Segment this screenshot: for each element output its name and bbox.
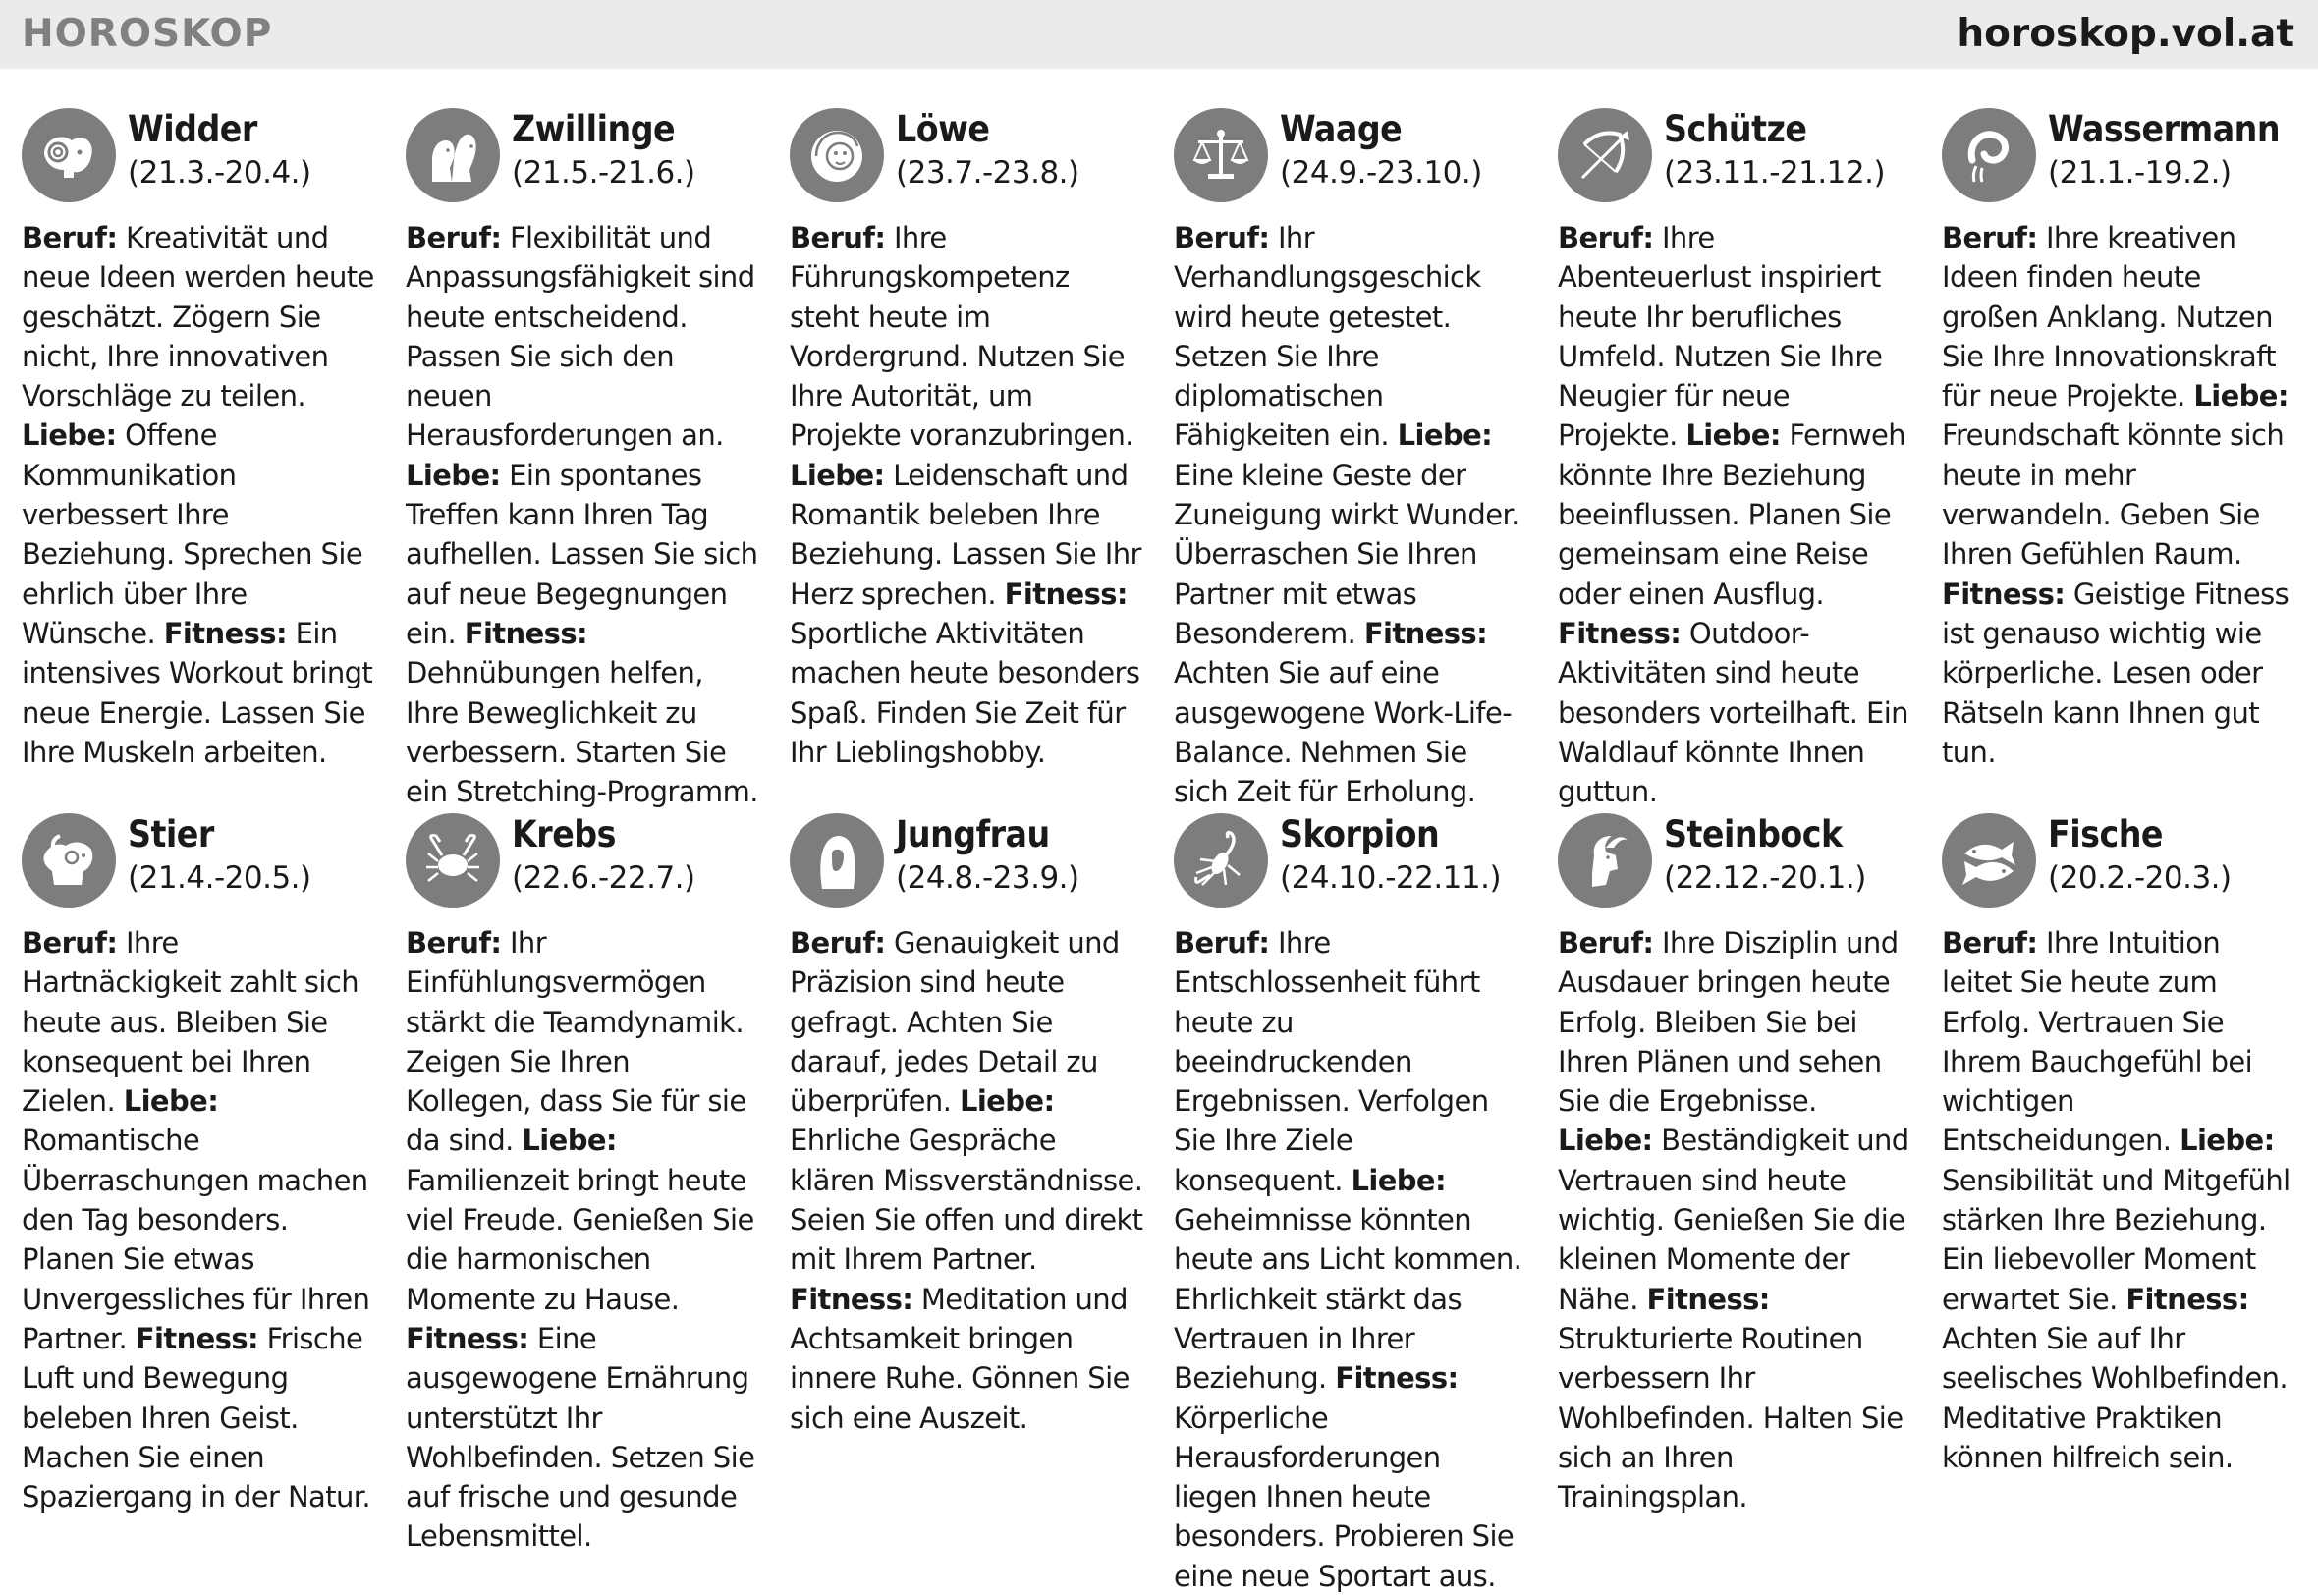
liebe-text: Ein spontanes Treffen kann Ihren Tag aufhellen. Lassen Sie sich auf neue Begegnungen ein. — [406, 458, 758, 650]
label-fitness: Fitness: — [2125, 1282, 2249, 1316]
sign-text — [1942, 923, 2295, 1477]
sign-dates: (24.9.-23.10.) — [1280, 155, 1482, 191]
bow-arrow-icon — [1558, 108, 1652, 202]
beruf-text: Flexibilität und Anpassungsfähigkeit sind heute entscheidend. Passen Sie sich den neuen Herausforderungen an. — [406, 221, 755, 453]
fitness-text: Outdoor-Aktivitäten sind heute besonders vorteilhaft. Ein Waldlauf könnte Ihnen guttun. — [1558, 616, 1908, 809]
sign-name: Steinbock — [1664, 813, 1843, 855]
beruf-text: Ihre Intuition leitet Sie heute zum Erfolg. Vertrauen Sie Ihrem Bauchgefühl bei wichtigen Entscheidungen. — [1942, 926, 2253, 1158]
label-beruf: Beruf: — [1174, 926, 1270, 960]
fitness-text: Meditation und Achtsamkeit bringen innere Ruhe. Gönnen Sie sich eine Auszeit. — [790, 1282, 1130, 1435]
label-beruf: Beruf: — [406, 926, 502, 960]
sign-zwillinge — [406, 102, 759, 807]
sign-loewe — [790, 102, 1143, 807]
sign-stier — [22, 807, 375, 1514]
sign-dates: (21.1.-19.2.) — [2048, 155, 2232, 191]
label-liebe: Liebe: — [406, 458, 501, 492]
sign-text — [1174, 923, 1527, 1596]
bull-icon — [22, 813, 116, 908]
fitness-text: Achten Sie auf Ihr seelisches Wohlbefinden. Meditative Praktiken können hilfreich sein. — [1942, 1321, 2289, 1474]
water-bearer-icon — [1942, 108, 2036, 202]
sign-dates: (21.5.-21.6.) — [512, 155, 695, 191]
label-liebe: Liebe: — [1558, 1124, 1653, 1158]
label-fitness: Fitness: — [1004, 577, 1128, 611]
sign-name: Zwillinge — [512, 108, 676, 150]
label-liebe: Liebe: — [1351, 1163, 1446, 1197]
beruf-text: Ihr Einfühlungsvermögen stärkt die Teamdynamik. Zeigen Sie Ihren Kollegen, dass Sie für sie da sind. — [406, 926, 746, 1158]
sign-name: Waage — [1280, 108, 1403, 150]
label-fitness: Fitness: — [1646, 1282, 1770, 1316]
sign-text — [1174, 218, 1527, 811]
label-beruf: Beruf: — [1942, 926, 2038, 960]
sign-dates: (22.12.-20.1.) — [1664, 860, 1866, 896]
beruf-text: Ihr Verhandlungsgeschick wird heute getestet. Setzen Sie Ihre diplomatischen Fähigkeiten ein. — [1174, 221, 1481, 453]
fitness-text: Frische Luft und Bewegung beleben Ihren Geist. Machen Sie einen Spaziergang in der Natur. — [22, 1321, 371, 1514]
label-beruf: Beruf: — [406, 221, 502, 254]
scorpion-icon — [1174, 813, 1268, 908]
sign-skorpion — [1174, 807, 1527, 1593]
sign-dates: (21.4.-20.5.) — [128, 860, 311, 896]
sign-name: Stier — [128, 813, 214, 855]
crab-icon — [406, 813, 500, 908]
fitness-text: Achten Sie auf eine ausgewogene Work-Life-Balance. Nehmen Sie sich Zeit für Erholung. — [1174, 656, 1513, 809]
goat-icon — [1558, 813, 1652, 908]
sign-text — [1942, 218, 2295, 772]
label-beruf: Beruf: — [1558, 221, 1654, 254]
liebe-text: Beständigkeit und Vertrauen sind heute wichtig. Genießen Sie die kleinen Momente der Nähe. — [1558, 1124, 1909, 1316]
sign-text — [22, 218, 375, 772]
scales-icon — [1174, 108, 1268, 202]
beruf-text: Ihre Disziplin und Ausdauer bringen heute Erfolg. Bleiben Sie bei Ihren Plänen und sehen Sie die Ergebnisse. — [1558, 926, 1899, 1119]
label-beruf: Beruf: — [22, 926, 118, 960]
label-fitness: Fitness: — [1335, 1361, 1459, 1396]
label-fitness: Fitness: — [406, 1321, 529, 1355]
beruf-text: Ihre Führungskompetenz steht heute im Vordergrund. Nutzen Sie Ihre Autorität, um Projekte voranzubringen. — [790, 221, 1133, 453]
sign-text — [406, 923, 759, 1557]
label-liebe: Liebe: — [22, 418, 117, 453]
header-bar — [0, 0, 2318, 69]
label-liebe: Liebe: — [2193, 379, 2289, 413]
sign-name: Widder — [128, 108, 257, 150]
sign-wassermann — [1942, 102, 2295, 807]
liebe-text: Offene Kommunikation verbessert Ihre Beziehung. Sprechen Sie ehrlich über Ihre Wünsche. — [22, 418, 363, 650]
label-liebe: Liebe: — [790, 458, 885, 492]
label-liebe: Liebe: — [2180, 1124, 2275, 1158]
site-url[interactable]: horoskop.vol.at — [1957, 12, 2294, 56]
sign-schuetze — [1558, 102, 1911, 807]
beruf-text: Ihre Hartnäckigkeit zahlt sich heute aus. Bleiben Sie konsequent bei Ihren Zielen. — [22, 926, 359, 1119]
sign-widder — [22, 102, 375, 807]
page-title: HOROSKOP — [22, 12, 273, 56]
sign-text — [790, 218, 1143, 772]
sign-name: Wassermann — [2048, 108, 2281, 150]
sign-dates: (20.2.-20.3.) — [2048, 860, 2232, 896]
liebe-text: Romantische Überraschungen machen den Tag besonders. Planen Sie etwas Unvergessliches für Ihren Partner. — [22, 1124, 370, 1355]
fitness-text: Ein intensives Workout bringt neue Energie. Lassen Sie Ihre Muskeln arbeiten. — [22, 616, 373, 769]
sign-text — [1558, 923, 1911, 1516]
sign-name: Krebs — [512, 813, 616, 855]
label-beruf: Beruf: — [790, 221, 886, 254]
label-fitness: Fitness: — [1558, 616, 1682, 650]
label-beruf: Beruf: — [1558, 926, 1654, 960]
label-beruf: Beruf: — [790, 926, 886, 960]
horoscope-grid — [22, 102, 2300, 1593]
fitness-text: Strukturierte Routinen verbessern Ihr Wohlbefinden. Halten Sie sich an Ihren Trainingsplan. — [1558, 1321, 1904, 1514]
beruf-text: Ihre Abenteuerlust inspiriert heute Ihr berufliches Umfeld. Nutzen Sie Ihre Neugier für neue Projekte. — [1558, 221, 1883, 453]
sign-dates: (22.6.-22.7.) — [512, 860, 695, 896]
label-liebe: Liebe: — [1685, 418, 1781, 453]
label-fitness: Fitness: — [1942, 577, 2066, 611]
fitness-text: Dehnübungen helfen, Ihre Beweglichkeit zu verbessern. Starten Sie ein Stretching-Programm. — [406, 656, 758, 809]
liebe-text: Geheimnisse könnten heute ans Licht kommen. Ehrlichkeit stärkt das Vertrauen in Ihrer Beziehung. — [1174, 1203, 1522, 1396]
sign-dates: (24.8.-23.9.) — [896, 860, 1079, 896]
sign-dates: (21.3.-20.4.) — [128, 155, 311, 191]
sign-text — [406, 218, 759, 811]
fish-icon — [1942, 813, 2036, 908]
fitness-text: Geistige Fitness ist genauso wichtig wie körperliche. Lesen oder Rätseln kann Ihnen gut tun. — [1942, 577, 2290, 769]
sign-dates: (23.7.-23.8.) — [896, 155, 1079, 191]
label-beruf: Beruf: — [1174, 221, 1270, 254]
fitness-text: Sportliche Aktivitäten machen heute besonders Spaß. Finden Sie Zeit für Ihr Lieblingshobby. — [790, 616, 1140, 769]
twins-icon — [406, 108, 500, 202]
liebe-text: Ehrliche Gespräche klären Missverständnisse. Seien Sie offen und direkt mit Ihrem Partner. — [790, 1124, 1143, 1277]
sign-steinbock — [1558, 807, 1911, 1514]
virgin-icon — [790, 813, 884, 908]
fitness-text: Körperliche Herausforderungen liegen Ihnen heute besonders. Probieren Sie eine neue Sportart aus. — [1174, 1401, 1515, 1593]
beruf-text: Genauigkeit und Präzision sind heute gefragt. Achten Sie darauf, jedes Detail zu überprüfen. — [790, 926, 1120, 1119]
sign-fische — [1942, 807, 2295, 1495]
sign-name: Jungfrau — [896, 813, 1050, 855]
label-liebe: Liebe: — [1397, 418, 1493, 453]
label-beruf: Beruf: — [1942, 221, 2038, 254]
lion-icon — [790, 108, 884, 202]
label-fitness: Fitness: — [1363, 616, 1488, 650]
sign-dates: (23.11.-21.12.) — [1664, 155, 1886, 191]
liebe-text: Leidenschaft und Romantik beleben Ihre Beziehung. Lassen Sie Ihr Herz sprechen. — [790, 458, 1141, 611]
sign-name: Fische — [2048, 813, 2163, 855]
label-liebe: Liebe: — [959, 1084, 1055, 1119]
label-fitness: Fitness: — [464, 616, 587, 650]
label-liebe: Liebe: — [522, 1124, 617, 1158]
liebe-text: Eine kleine Geste der Zuneigung wirkt Wunder. Überraschen Sie Ihren Partner mit etwas Besonderem. — [1174, 458, 1519, 650]
sign-dates: (24.10.-22.11.) — [1280, 860, 1502, 896]
sign-waage — [1174, 102, 1527, 807]
sign-text — [790, 923, 1143, 1438]
sign-text — [1558, 218, 1911, 811]
label-beruf: Beruf: — [22, 221, 118, 254]
sign-text — [22, 923, 375, 1516]
sign-krebs — [406, 807, 759, 1554]
sign-name: Skorpion — [1280, 813, 1440, 855]
liebe-text: Sensibilität und Mitgefühl stärken Ihre Beziehung. Ein liebevoller Moment erwartet Sie. — [1942, 1163, 2290, 1316]
liebe-text: Fernweh könnte Ihre Beziehung beeinflussen. Planen Sie gemeinsam eine Reise oder einen Ausflug. — [1558, 418, 1905, 611]
sign-name: Löwe — [896, 108, 990, 150]
fitness-text: Eine ausgewogene Ernährung unterstützt Ihr Wohlbefinden. Setzen Sie auf frische und gesunde Lebensmittel. — [406, 1321, 755, 1554]
liebe-text: Freundschaft könnte sich heute in mehr verwandeln. Geben Sie Ihren Gefühlen Raum. — [1942, 418, 2285, 572]
beruf-text: Ihre Entschlossenheit führt heute zu beeindruckenden Ergebnissen. Verfolgen Sie Ihre Ziele konsequent. — [1174, 926, 1489, 1197]
sign-jungfrau — [790, 807, 1143, 1495]
liebe-text: Familienzeit bringt heute viel Freude. Genießen Sie die harmonischen Momente zu Hause. — [406, 1163, 754, 1316]
sign-name: Schütze — [1664, 108, 1807, 150]
beruf-text: Kreativität und neue Ideen werden heute geschätzt. Zögern Sie nicht, Ihre innovativen Vorschläge zu teilen. — [22, 221, 374, 413]
label-fitness: Fitness: — [135, 1321, 259, 1355]
label-fitness: Fitness: — [790, 1282, 913, 1316]
label-fitness: Fitness: — [163, 616, 287, 650]
ram-icon — [22, 108, 116, 202]
beruf-text: Ihre kreativen Ideen finden heute großen Anklang. Nutzen Sie Ihre Innovationskraft für neue Projekte. — [1942, 221, 2277, 413]
label-liebe: Liebe: — [123, 1084, 219, 1119]
